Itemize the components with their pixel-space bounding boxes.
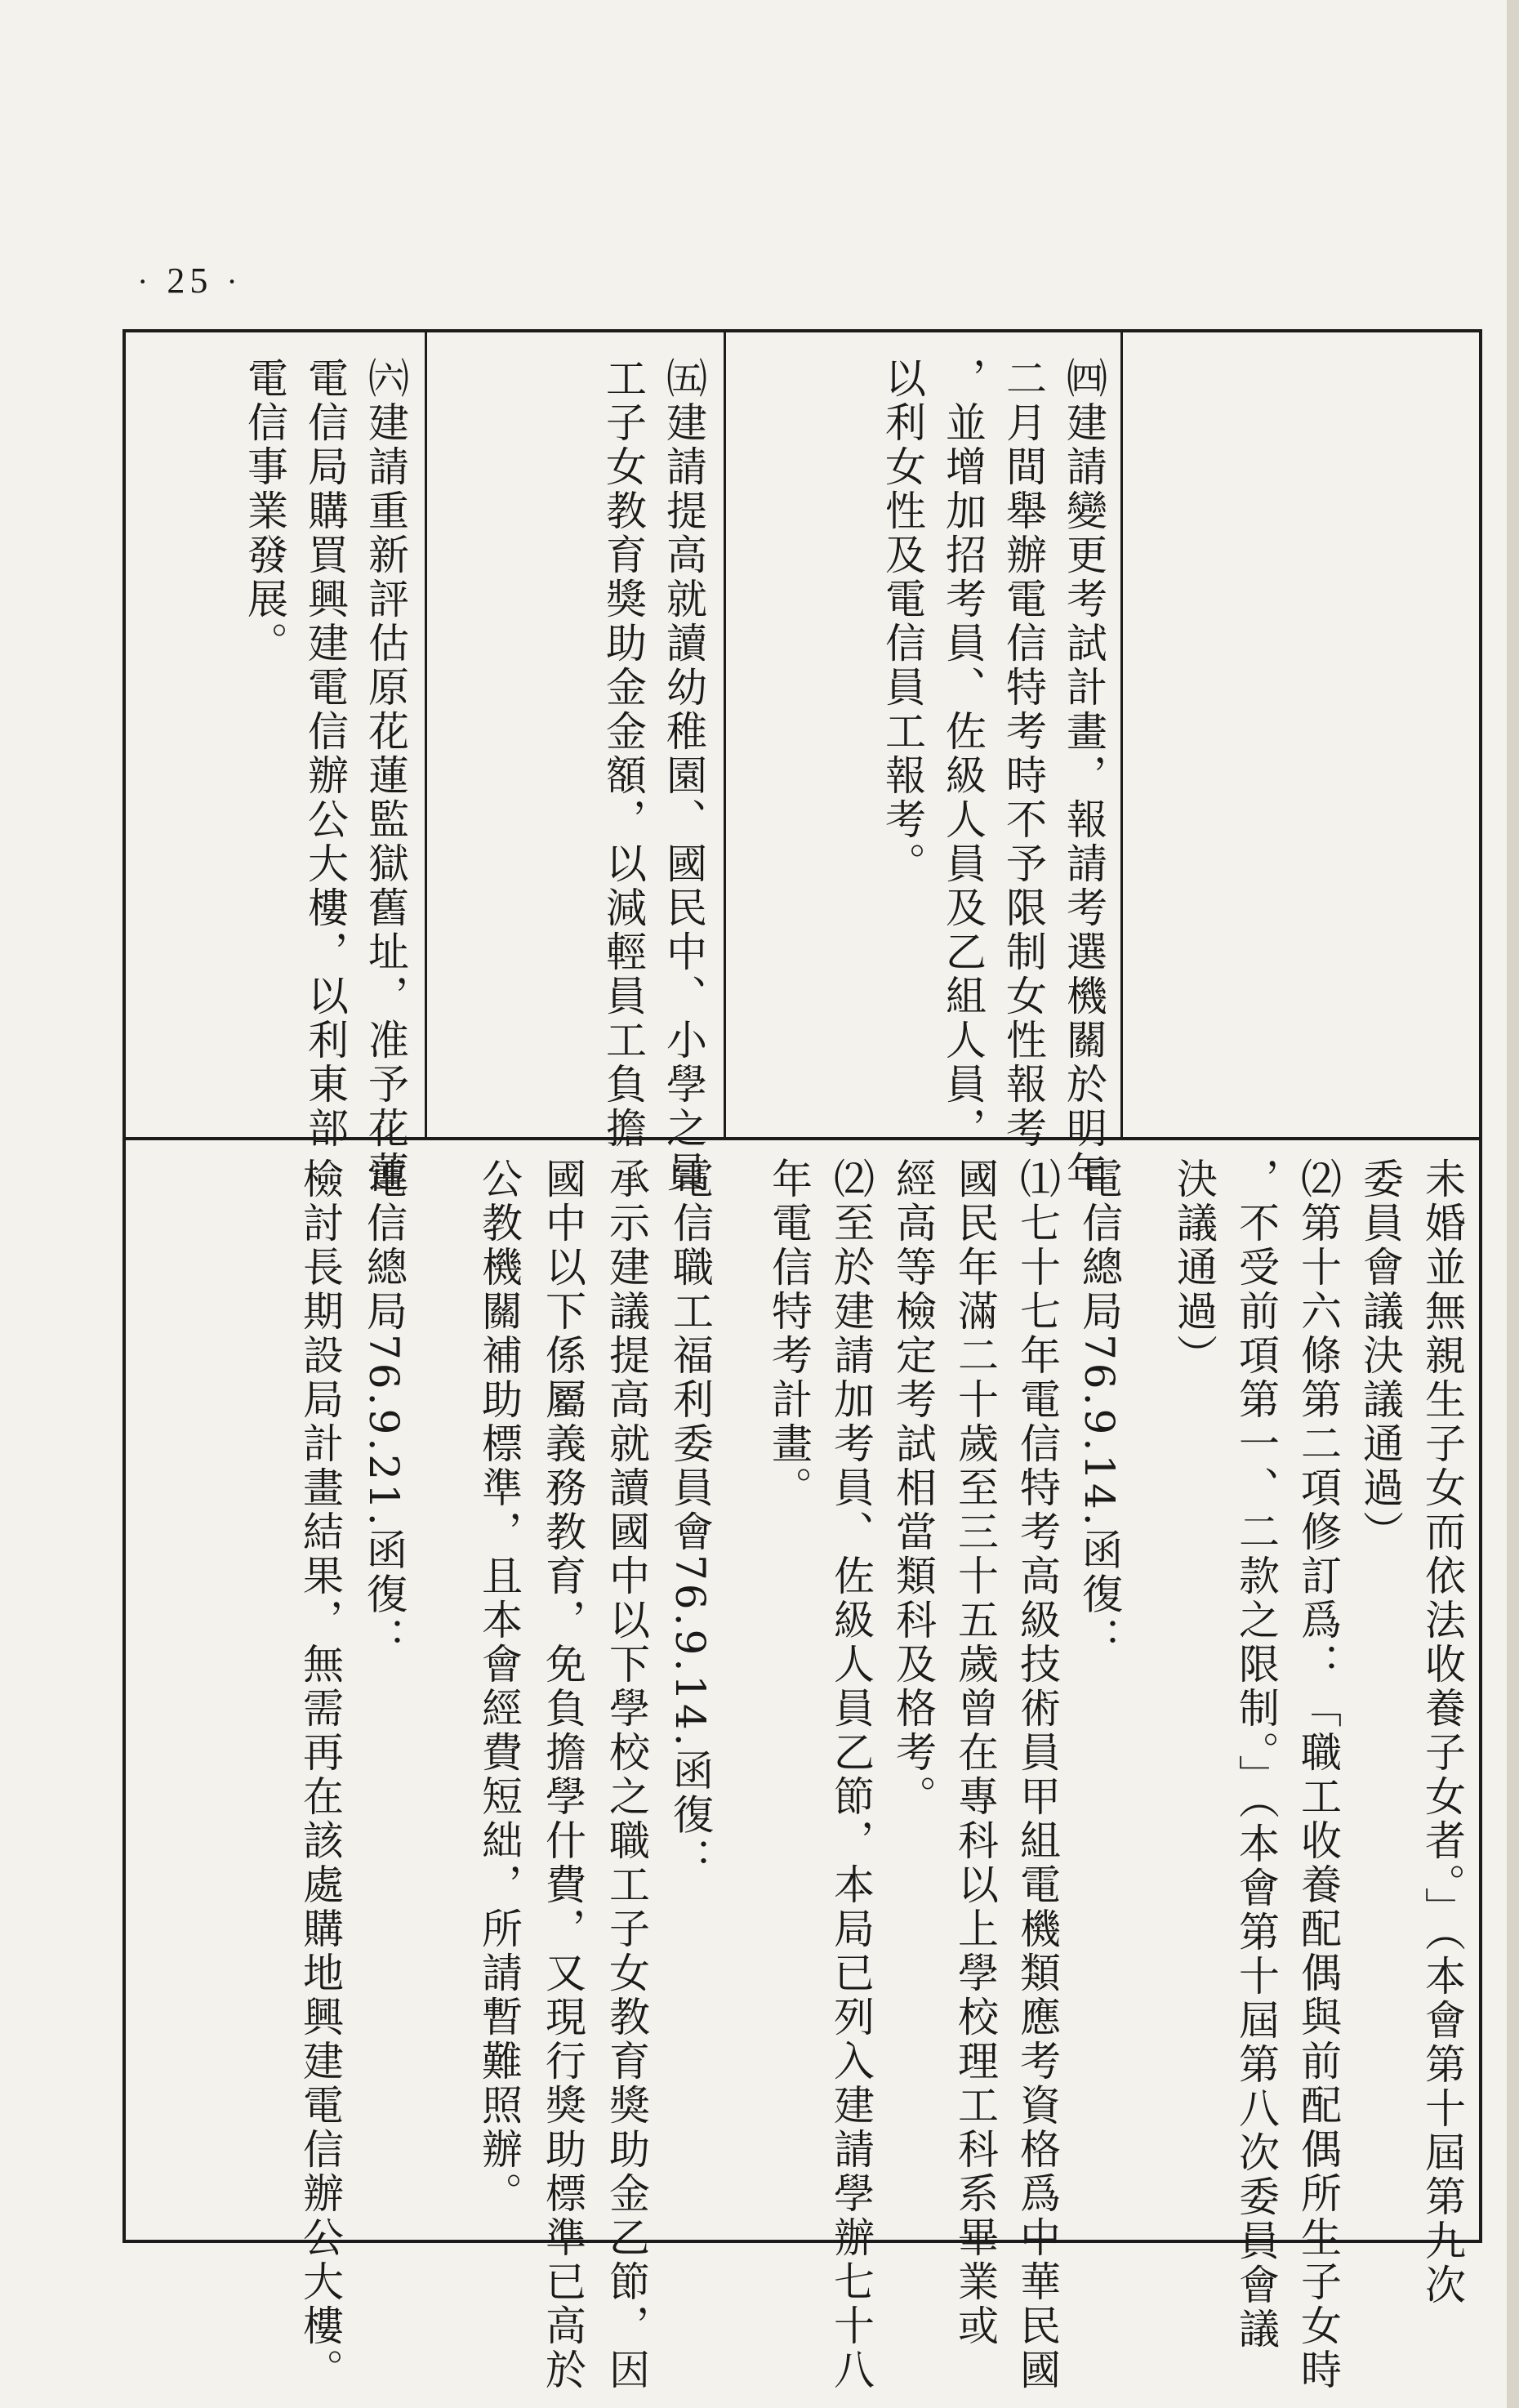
page-number-value: 25 (167, 261, 213, 301)
item-5-suggestion: ㈤建請提高就讀幼稚園、國民中、小學之員 工子女教育獎助金金額，以減輕員工負擔 (599, 357, 707, 1195)
item-4-suggestion: ㈣建請變更考試計畫，報請考選機關於明年 二月間舉辦電信特考時不予限制女性報考 ，並增加招考員、佐級人員及乙組人員， 以利女性及電信員工報考。 (879, 357, 1107, 1195)
document-table (122, 329, 1482, 2392)
bottom-col3-reply: 電信職工福利委員會76.9.14.函復： 承示建議提高就讀國中以下學校之職工子女教育獎助金乙節，因 國中以下係屬義務教育，免負擔學什費，又現行獎助標準已高於 公教機關補助標準，且本會經費短絀，所請暫難照辦。 (475, 1157, 714, 2392)
item-6-suggestion: ㈥建請重新評估原花蓮監獄舊址，准予花蓮 電信局購買興建電信辦公大樓，以利東部 電信事業發展。 (241, 357, 409, 1195)
bottom-col2-reply: 電信總局76.9.14.函復： ⑴七十七年電信特考高級技術員甲組電機類應考資格爲中華民國 國民年滿二十歲至三十五歲曾在專科以上學校理工科系畢業或 經高等檢定考試相當類科及格考。 ⑵至於建請加考員、佐級人員乙節，本局已列入建請學辦七十八 年電信特考計畫。 (765, 1157, 1123, 2392)
page-number-dot-right: · (226, 263, 243, 300)
page-edge-shadow (1507, 0, 1519, 2408)
top-row-col1-faded (1147, 357, 1473, 1125)
page-number (137, 260, 243, 301)
bottom-col1-amendment: 未婚並無親生子女而依法收養子女者。」（本會第十屆第九次 委員會議決議通過） ⑵第十六條第二項修訂爲：「職工收養配偶與前配偶所生子女時 ，不受前項第一、二款之限制。」（本會第十屆第八次委員會議 決議通過） (1170, 1157, 1466, 2392)
column-divider (1120, 332, 1123, 1137)
bottom-col4-reply: 電信總局76.9.21.函復： 檢討長期設局計畫結果，無需再在該處購地興建電信辦公大樓。 (296, 1157, 408, 2392)
page-number-dot-left: · (137, 263, 154, 300)
column-divider (724, 332, 726, 1137)
column-divider (425, 332, 427, 1137)
